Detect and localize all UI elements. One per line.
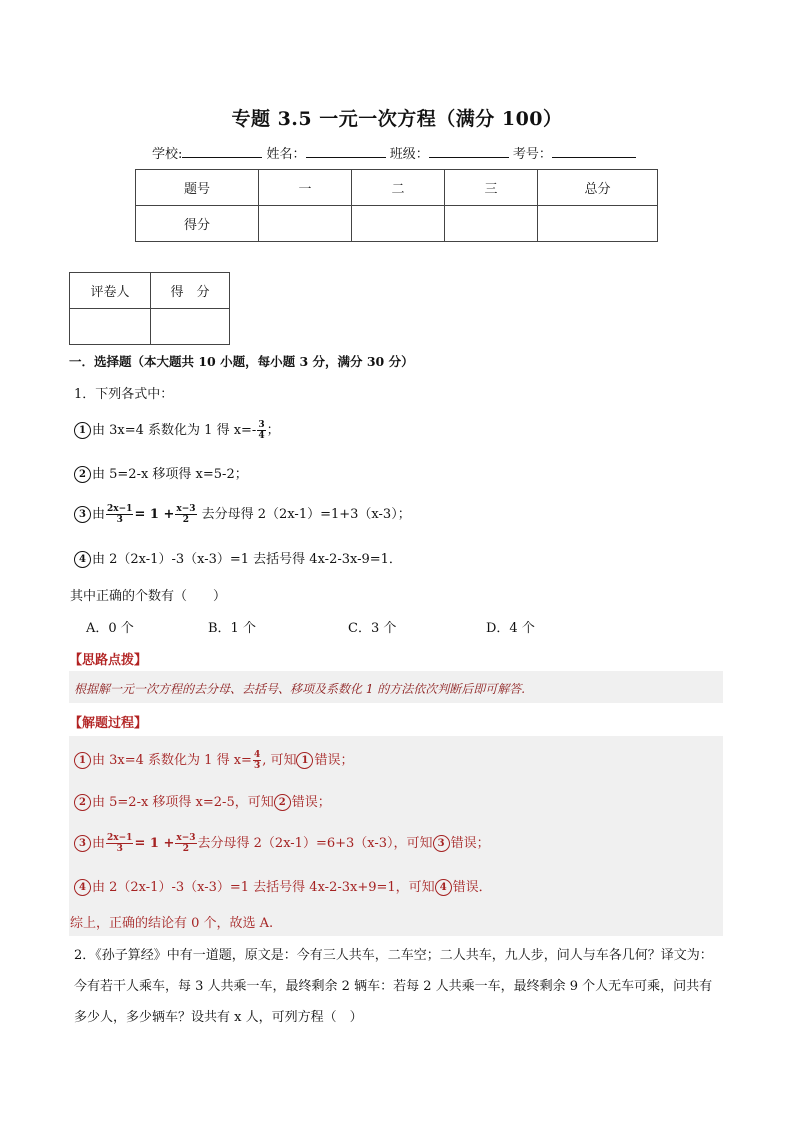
score-cell[interactable] — [445, 206, 538, 242]
grader-cell[interactable] — [70, 309, 151, 345]
q1-item-1: 1 由 3x=4 系数化为 1 得 x=- $\frac{3}{4}$ ； — [74, 419, 280, 441]
circled-3-icon: 3 — [74, 835, 91, 852]
solution-heading: 【解题过程】 — [69, 716, 148, 731]
circled-4-icon: 4 — [435, 879, 452, 896]
solution-line-2: 2 由 5=2-x 移项得 x=2-5，可知 2 错误； — [74, 791, 331, 811]
circled-3-icon: 3 — [74, 506, 91, 523]
circled-2-icon: 2 — [74, 466, 91, 483]
solution-conclusion: 综上，正确的结论有 0 个，故选 A. — [70, 916, 274, 931]
score-header-cell: 三 — [445, 170, 538, 206]
score-cell[interactable] — [538, 206, 658, 242]
circled-3-icon: 3 — [433, 835, 450, 852]
grader-score-cell[interactable] — [151, 309, 230, 345]
q1-item-4 — [74, 548, 402, 568]
solution-line-3: 3 由 $\frac{2x-1}{3}$ = 1 + $\frac{x-3}{2}$ 去分母得 2（2x-1）=6+3（x-3），可知 3 错误； — [74, 832, 490, 854]
grader-table — [69, 272, 230, 345]
q1-item-2 — [74, 463, 248, 483]
class-field[interactable] — [429, 143, 509, 158]
score-table — [135, 169, 658, 242]
circled-2-icon: 2 — [274, 794, 291, 811]
option-c[interactable]: C．3 个 — [348, 621, 397, 636]
fraction: $\frac{4}{3}$ — [253, 750, 261, 771]
option-d[interactable]: D．4 个 — [486, 621, 535, 636]
score-row-label: 得分 — [136, 206, 259, 242]
circled-2-icon: 2 — [74, 794, 91, 811]
q1-stem: 1．下列各式中： — [74, 387, 174, 402]
option-b[interactable]: B．1 个 — [208, 621, 256, 636]
score-header-cell: 二 — [352, 170, 445, 206]
class-label: 班级： — [389, 147, 429, 162]
fraction: $\frac{3}{4}$ — [258, 420, 265, 441]
solution-line-1: 1 由 3x=4 系数化为 1 得 x= $\frac{4}{3}$ , 可知 1 错误； — [74, 749, 353, 771]
fraction: $\frac{2x-1}{3}$ — [107, 504, 133, 525]
fraction: $\frac{2x-1}{3}$ — [107, 833, 133, 854]
score-header-cell: 题号 — [136, 170, 259, 206]
circled-1-icon: 1 — [74, 422, 91, 439]
circled-1-icon: 1 — [296, 752, 313, 769]
q1-question: 其中正确的个数有（ ） — [70, 589, 227, 604]
score-table-score-row — [136, 206, 658, 242]
section-heading: 一．选择题（本大题共 10 小题，每小题 3 分，满分 30 分） — [69, 354, 414, 369]
grader-label: 评卷人 — [70, 273, 151, 309]
school-field[interactable] — [182, 143, 262, 158]
score-cell[interactable] — [352, 206, 445, 242]
score-header-cell: 一 — [259, 170, 352, 206]
circled-4-icon: 4 — [74, 551, 91, 568]
exam-no-label: 考号： — [512, 147, 552, 162]
hint-heading: 【思路点拨】 — [69, 653, 148, 668]
fraction: $\frac{x-3}{2}$ — [176, 833, 196, 854]
solution-line-4: 4 由 2（2x-1）-3（x-3）=1 去括号得 4x-2-3x+9=1，可知 4 错误． — [74, 876, 492, 896]
circled-1-icon: 1 — [74, 752, 91, 769]
circled-4-icon: 4 — [74, 879, 91, 896]
q1-item-3: 3 由 $\frac{2x-1}{3}$ = 1 + $\frac{x-3}{2}$ 去分母得 2（2x-1）=1+3（x-3）； — [74, 503, 411, 525]
name-field[interactable] — [306, 143, 386, 158]
grader-score-label: 得 分 — [151, 273, 230, 309]
score-header-cell: 总分 — [538, 170, 658, 206]
fraction: $\frac{x-3}{2}$ — [176, 504, 196, 525]
student-info-line — [152, 143, 636, 162]
school-label: 学校: — [152, 147, 183, 162]
exam-no-field[interactable] — [552, 143, 636, 158]
hint-text: 根据解一元一次方程的去分母、去括号、移项及系数化 1 的方法依次判断后即可解答. — [74, 682, 526, 696]
q1-item-2-text: 由 5=2-x 移项得 x=5-2； — [92, 467, 248, 482]
page-title: 专题 3.5 一元一次方程（满分 100） — [231, 108, 563, 130]
option-a[interactable]: A．0 个 — [86, 621, 134, 636]
q2-text: 2．《孙子算经》中有一道题，原文是：今有三人共车，二车空；二人共车，九人步，问人与车各几何？译文为：今有若干人乘车，每 3 人共乘一车，最终剩余 2 辆车：若每 2 人共乘一车，最终剩余 9 个人无车可乘，问共有多少人，多少辆车？设共有 x 人，可列方程（ ） — [74, 948, 713, 1025]
q1-item-4-text: 由 2（2x-1）-3（x-3）=1 去括号得 4x-2-3x-9=1． — [92, 552, 402, 567]
q1-item-1-text: 由 3x=4 系数化为 1 得 x=- — [92, 423, 257, 438]
name-label: 姓名： — [266, 147, 306, 162]
score-cell[interactable] — [259, 206, 352, 242]
score-table-header-row — [136, 170, 658, 206]
